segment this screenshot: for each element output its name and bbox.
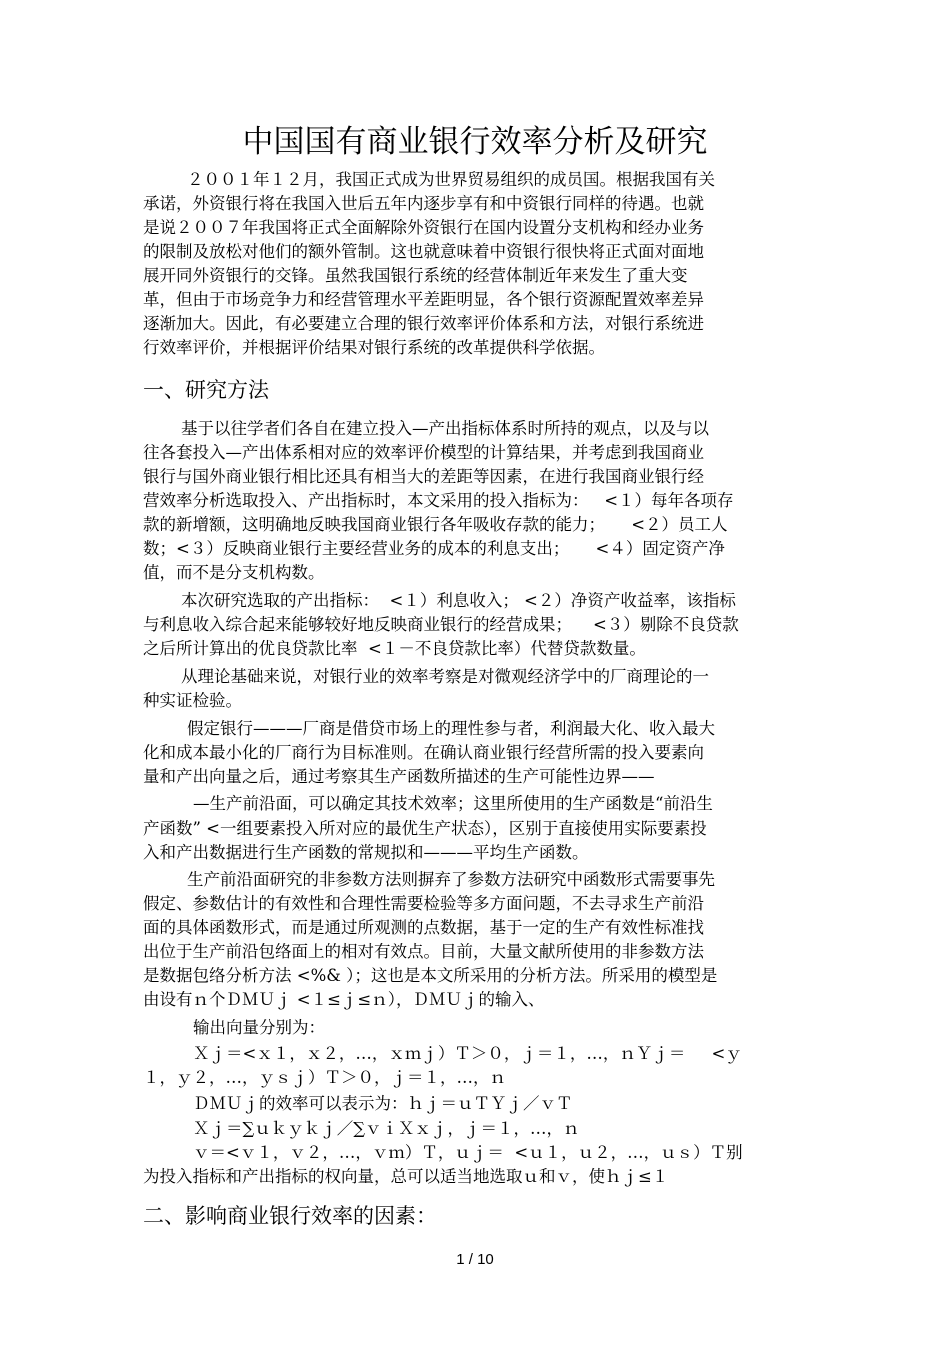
body-line: 与利息收入综合起来能够较好地反映商业银行的经营成果； <３）剔除不良贷款 [143,615,739,634]
body-line: 生产前沿面研究的非参数方法则摒弃了参数方法研究中函数形式需要事先 [187,870,715,889]
formula-line: ｖ＝<ｖ１，ｖ２，…，ｖｍ）Ｔ，ｕｊ＝ <ｕ１，ｕ２，…，ｕｓ）Ｔ别 [193,1143,743,1162]
body-line: 输出向量分别为： [193,1018,325,1037]
section-heading-methods: 一、研究方法 [143,378,269,402]
body-line: 营效率分析选取投入、产出指标时，本文采用的投入指标为： <１）每年各项存 [143,491,734,510]
body-line: 值，而不是分支机构数。 [143,563,325,582]
body-line: 种实证检验。 [143,691,242,710]
intro-line: 承诺，外资银行将在我国入世后五年内逐步享有和中资银行同样的待遇。也就 [143,194,704,213]
intro-line: 行效率评价，并根据评价结果对银行系统的改革提供科学依据。 [143,338,605,357]
intro-line: 逐渐加大。因此，有必要建立合理的银行效率评价体系和方法，对银行系统进 [143,314,704,333]
formula-line: ＤＭＵｊ的效率可以表示为：ｈｊ＝ｕＴＹｊ／ｖＴ [193,1094,573,1113]
body-line: 银行与国外商业银行相比还具有相当大的差距等因素，在进行我国商业银行经 [143,467,704,486]
body-line: 量和产出向量之后，通过考察其生产函数所描述的生产可能性边界—— [143,767,655,786]
body-line: 本次研究选取的产出指标： <１）利息收入； <２）净资产收益率，该指标 [181,591,736,610]
intro-line: 的限制及放松对他们的额外管制。这也就意味着中资银行很快将正式面对面地 [143,242,704,261]
body-line: 基于以往学者们各自在建立投入—产出指标体系时所持的观点，以及与以 [181,419,709,438]
intro-line: 展开同外资银行的交锋。虽然我国银行系统的经营体制近年来发生了重大变 [143,266,688,285]
formula-line: 为投入指标和产出指标的权向量，总可以适当地选取ｕ和ｖ，使ｈｊ≤１ [143,1167,669,1186]
body-line: 是数据包络分析方法 <%& ）；这也是本文所采用的分析方法。所采用的模型是 [143,966,718,985]
body-line: 产函数” <一组要素投入所对应的最优生产状态），区别于直接使用实际要素投 [143,819,707,838]
body-line: 面的具体函数形式，而是通过所观测的点数据，基于一定的生产有效性标准找 [143,918,704,937]
body-line: 款的新增额，这明确地反映我国商业银行各年吸收存款的能力； <２）员工人 [143,515,728,534]
body-line: 由设有ｎ个ＤＭＵｊ <１≤ｊ≤ｎ），ＤＭＵｊ的输入、 [143,990,545,1009]
body-line: 假定、参数估计的有效性和合理性需要检验等多方面问题，不去寻求生产前沿 [143,894,704,913]
formula-line: Ｘｊ＝<ｘ１，ｘ２，…，ｘｍｊ）Ｔ＞０，ｊ＝１，…，ｎＹｊ＝ <ｙ [193,1044,742,1063]
formula-line: Ｘｊ＝∑ｕｋｙｋｊ／∑ｖｉＸｘｊ，ｊ＝１，…，ｎ [193,1119,580,1138]
body-line: 从理论基础来说，对银行业的效率考察是对微观经济学中的厂商理论的一 [181,667,709,686]
intro-line: ２００１年１２月，我国正式成为世界贸易组织的成员国。根据我国有关 [187,170,715,189]
formula-line: １，ｙ２，…，ｙｓｊ）Ｔ＞０，ｊ＝１，…，ｎ [143,1068,506,1087]
body-line: 假定银行———厂商是借贷市场上的理性参与者，利润最大化、收入最大 [187,719,715,738]
section-heading-factors: 二、影响商业银行效率的因素： [143,1204,437,1228]
body-line: —生产前沿面，可以确定其技术效率；这里所使用的生产函数是“前沿生 [193,794,713,813]
body-line: 之后所计算出的优良贷款比率 <１－不良贷款比率）代替贷款数量。 [143,639,646,658]
body-line: 往各套投入—产出体系相对应的效率评价模型的计算结果，并考虑到我国商业 [143,443,704,462]
body-line: 入和产出数据进行生产函数的常规拟和———平均生产函数。 [143,843,589,862]
intro-line: 革，但由于市场竞争力和经营管理水平差距明显，各个银行资源配置效率差异 [143,290,704,309]
page-number: 1 / 10 [456,1251,494,1268]
body-line: 化和成本最小化的厂商行为目标准则。在确认商业银行经营所需的投入要素向 [143,743,704,762]
document-title: 中国国有商业银行效率分析及研究 [242,124,708,160]
intro-line: 是说２００７年我国将正式全面解除外资银行在国内设置分支机构和经办业务 [143,218,704,237]
body-line: 数；<３）反映商业银行主要经营业务的成本的利息支出； <４）固定资产净 [143,539,725,558]
body-line: 出位于生产前沿包络面上的相对有效点。目前，大量文献所使用的非参数方法 [143,942,704,961]
